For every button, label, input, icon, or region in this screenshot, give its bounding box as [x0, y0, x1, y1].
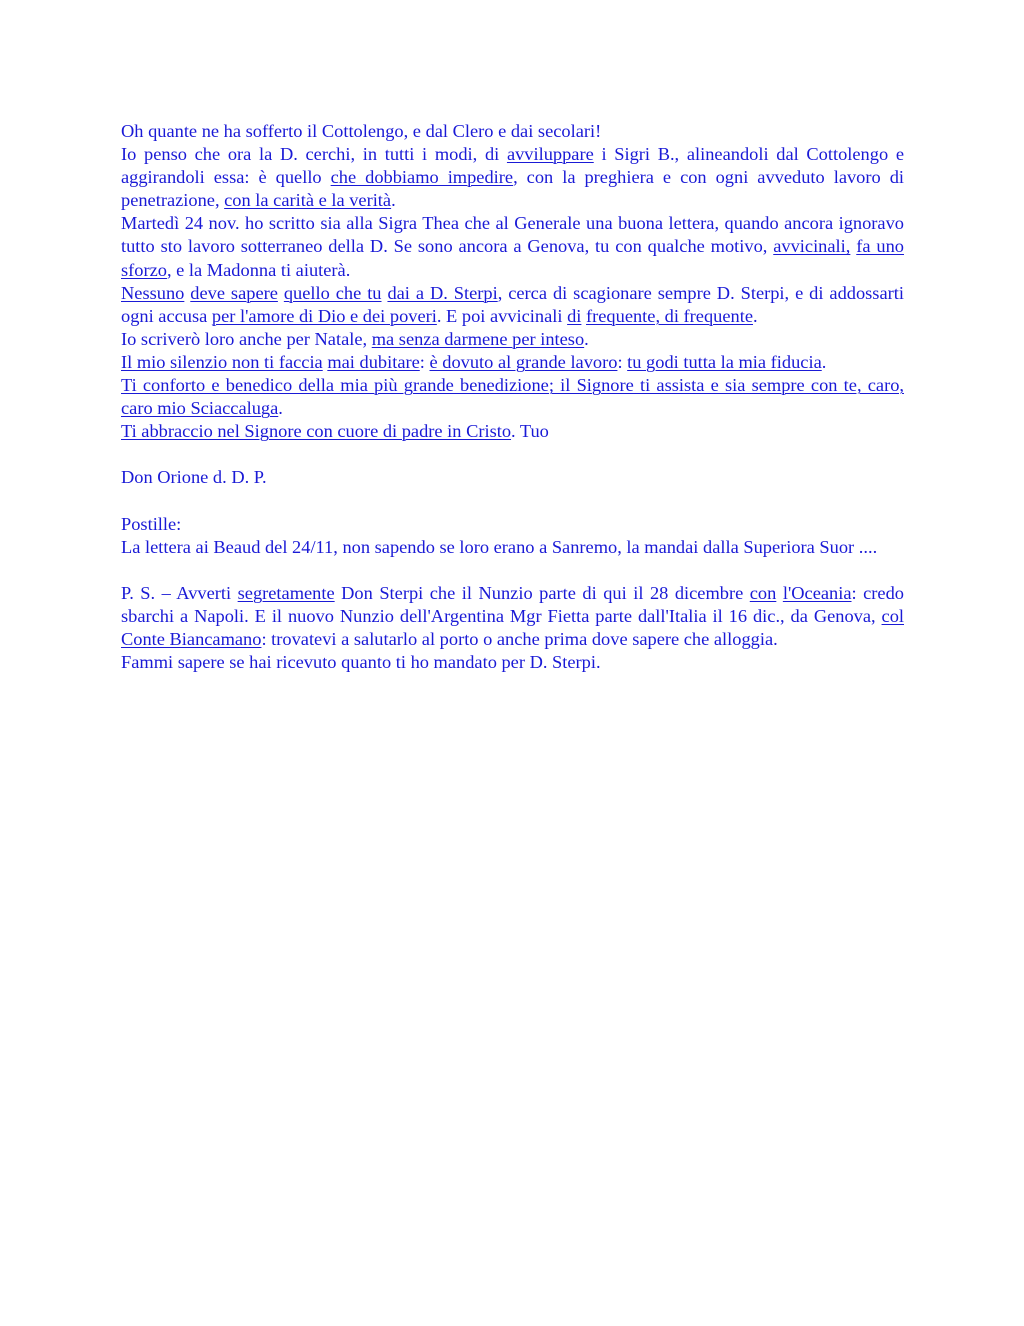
letter-paragraph [121, 374, 904, 420]
text-segment: . [821, 351, 827, 372]
text-segment: . E poi avvicinali [436, 305, 568, 326]
paragraph-gap [121, 443, 904, 466]
underlined-text: l'Oceania [782, 582, 852, 603]
underlined-text: è dovuto al grande lavoro [429, 351, 618, 372]
underlined-text: avvicinali, [773, 236, 851, 257]
text-segment: Io penso che ora la D. cerchi, in tutti i modi, di [121, 144, 507, 165]
text-segment: , e la Madonna ti aiuterà. [166, 259, 351, 280]
letter-paragraph [121, 513, 904, 536]
underlined-text: con [749, 582, 777, 603]
underlined-text: Nessuno [121, 282, 185, 303]
text-segment: P. S. – Avverti [121, 582, 238, 603]
letter-paragraph [121, 120, 904, 143]
paragraph-gap [121, 559, 904, 582]
text-segment: Io scriverò loro anche per Natale, [121, 328, 372, 349]
underlined-text: tu godi tutta la mia fiducia [627, 351, 822, 372]
letter-paragraph [121, 582, 904, 651]
text-segment: : credo sbarchi a Napoli. E il nuovo Nunzio dell'Argentina Mgr Fietta parte dall'Italia il 16 dic., da Genova, [121, 582, 904, 626]
letter-paragraph [121, 282, 904, 328]
underlined-text: fa uno sforzo [121, 236, 904, 280]
letter-paragraph [121, 420, 904, 443]
text-segment: La lettera ai Beaud del 24/11, non sapendo se loro erano a Sanremo, la mandai dalla Superiora Suor .... [121, 536, 878, 557]
paragraph-gap [121, 490, 904, 513]
text-segment: Don Sterpi che il Nunzio parte di qui il 28 dicembre [334, 582, 750, 603]
underlined-text: dai a D. Sterpi [387, 282, 498, 303]
text-segment: . [584, 328, 589, 349]
text-segment: : [617, 351, 628, 372]
underlined-text: deve sapere [190, 282, 278, 303]
underlined-text: di [567, 305, 582, 326]
text-segment: Don Orione d. D. P. [121, 467, 267, 488]
underlined-text: mai dubitare [327, 351, 420, 372]
underlined-text: frequente, di frequente [586, 305, 753, 326]
text-segment: . [278, 398, 283, 419]
letter-body [121, 120, 904, 674]
text-segment: , cerca di scagionare sempre D. Sterpi, e di addossarti ogni accusa [121, 282, 904, 326]
text-segment: . Tuo [511, 421, 549, 442]
text-segment: : [419, 351, 430, 372]
underlined-text: quello che tu [283, 282, 382, 303]
text-segment: Martedì 24 nov. ho scritto sia alla Sigra Thea che al Generale una buona lettera, quando ancora ignoravo tutto sto lavoro sotterraneo della D. Se sono ancora a Genova, tu con qualche motivo, [121, 213, 904, 257]
letter-paragraph [121, 143, 904, 212]
text-segment: Oh quante ne ha sofferto il Cottolengo, e dal Clero e dai secolari! [121, 121, 602, 141]
underlined-text: segretamente [237, 582, 335, 603]
underlined-text: ma senza darmene per inteso [371, 328, 585, 349]
letter-paragraph [121, 212, 904, 281]
underlined-text: Il mio silenzio non ti faccia [121, 351, 323, 372]
underlined-text: Ti abbraccio nel Signore con cuore di padre in Cristo [121, 421, 512, 442]
text-segment: . [752, 305, 758, 326]
letter-paragraph [121, 351, 904, 374]
text-segment: Fammi sapere se hai ricevuto quanto ti ho mandato per D. Sterpi. [121, 652, 601, 673]
text-segment: . [391, 190, 396, 211]
letter-paragraph [121, 536, 904, 559]
text-segment: Postille: [121, 513, 182, 534]
underlined-text: che dobbiamo impedire [330, 167, 514, 188]
text-segment: i Sigri B., alineandoli dal Cottolengo e aggirandoli essa: è quello [121, 144, 904, 188]
text-segment: : trovatevi a salutarlo al porto o anche prima dove sapere che alloggia. [261, 629, 778, 650]
underlined-text: Ti conforto e benedico della mia più grande benedizione; il Signore ti assista e sia sempre con te, caro, caro mio Sciaccaluga [121, 375, 904, 419]
letter-paragraph [121, 328, 904, 351]
underlined-text: col Conte Biancamano [121, 605, 904, 650]
underlined-text: avviluppare [506, 144, 594, 165]
text-segment: , con la preghiera e con ogni avveduto lavoro di penetrazione, [121, 167, 904, 211]
underlined-text: per l'amore di Dio e dei poveri [211, 305, 437, 326]
underlined-text: con la carità e la verità [224, 190, 392, 211]
letter-paragraph [121, 466, 904, 489]
letter-paragraph [121, 651, 904, 674]
